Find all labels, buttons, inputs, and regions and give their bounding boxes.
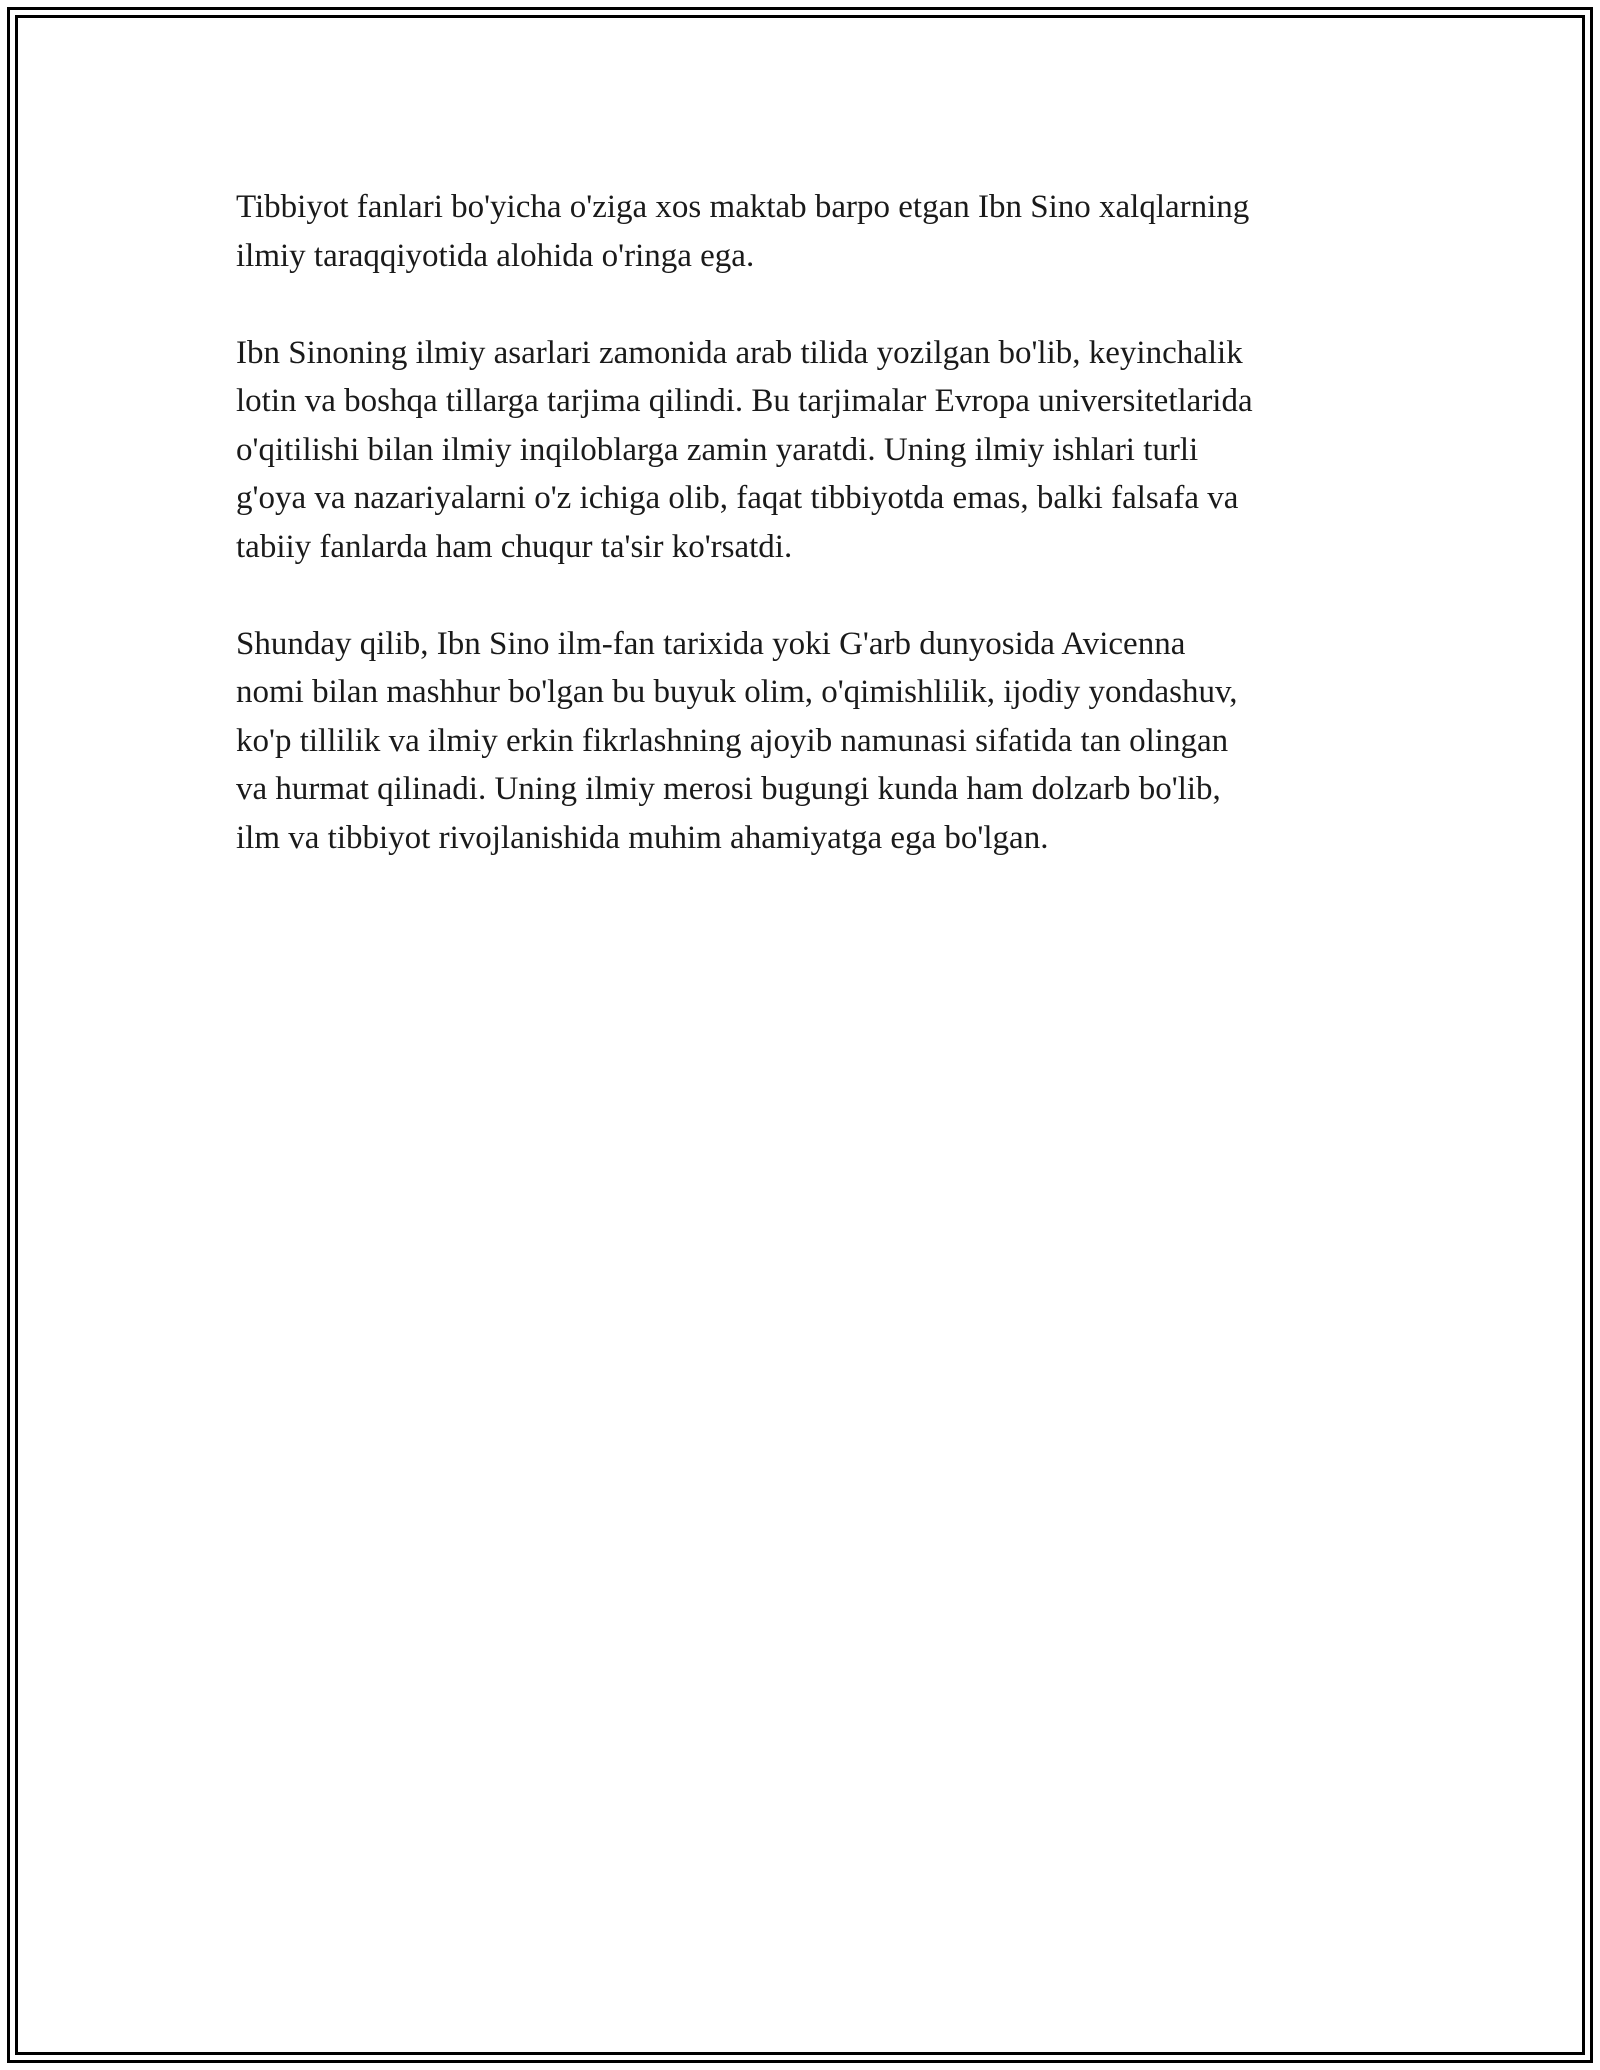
- paragraph-line: ko'p tillilik va ilmiy erkin fikrlashning ajoyib namunasi sifatida tan olingan: [236, 722, 1229, 759]
- paragraph-line: tabiiy fanlarda ham chuqur ta'sir ko'rsatdi.: [236, 528, 793, 565]
- paragraph-1: [236, 183, 1396, 280]
- paragraph-line: Ibn Sinoning ilmiy asarlari zamonida arab tilida yozilgan bo'lib, keyinchalik: [236, 334, 1243, 371]
- paragraph-line: o'qitilishi bilan ilmiy inqiloblarga zamin yaratdi. Uning ilmiy ishlari turli: [236, 431, 1199, 468]
- paragraph-line: Shunday qilib, Ibn Sino ilm-fan tarixida yoki G'arb dunyosida Avicenna: [236, 625, 1186, 662]
- paragraph-line: ilm va tibbiyot rivojlanishida muhim ahamiyatga ega bo'lgan.: [236, 819, 1049, 856]
- paragraph-line: Tibbiyot fanlari bo'yicha o'ziga xos maktab barpo etgan Ibn Sino xalqlarning: [236, 189, 1250, 225]
- paragraph-line: g'oya va nazariyalarni o'z ichiga olib, faqat tibbiyotda emas, balki falsafa va: [236, 480, 1239, 516]
- paragraph-3: [236, 620, 1396, 863]
- paragraph-line: va hurmat qilinadi. Uning ilmiy merosi bugungi kunda ham dolzarb bo'lib,: [236, 771, 1221, 807]
- paragraph-line: ilmiy taraqqiyotida alohida o'ringa ega.: [236, 237, 755, 274]
- paragraph-2: [236, 329, 1396, 572]
- document-body: [236, 183, 1396, 911]
- paragraph-line: lotin va boshqa tillarga tarjima qilindi. Bu tarjimalar Evropa universitetlarida: [236, 383, 1253, 419]
- paragraph-line: nomi bilan mashhur bo'lgan bu buyuk olim, o'qimishlilik, ijodiy yondashuv,: [236, 674, 1238, 710]
